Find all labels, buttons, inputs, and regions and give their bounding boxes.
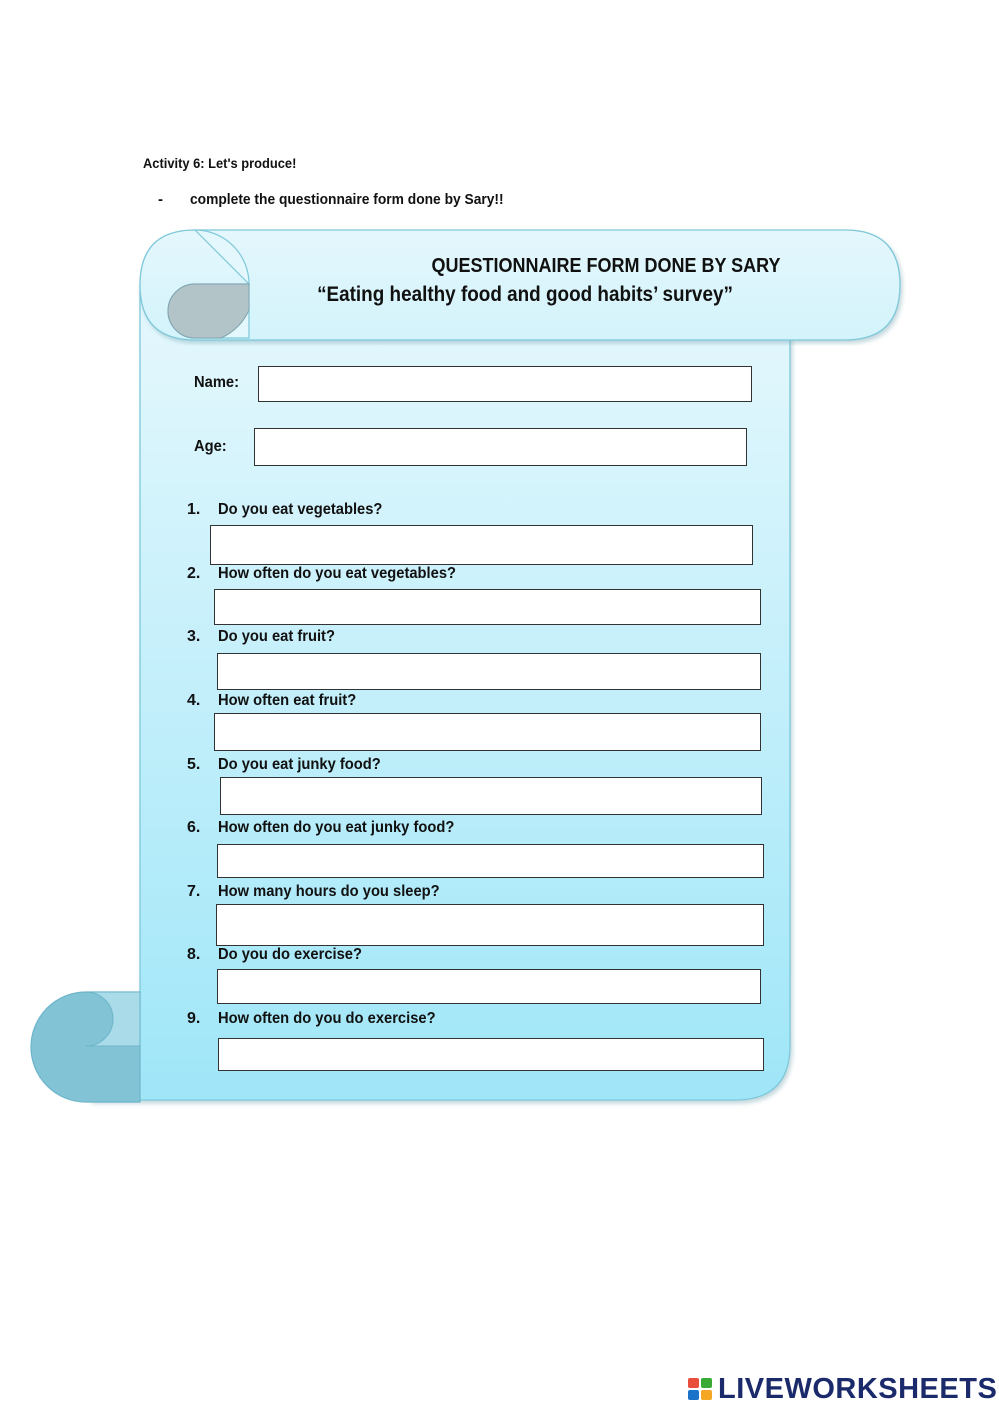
question-5-number: 5. bbox=[187, 756, 201, 773]
name-label: Name: bbox=[194, 374, 239, 391]
question-5-text: Do you eat junky food? bbox=[218, 756, 381, 773]
question-7-text: How many hours do you sleep? bbox=[218, 883, 440, 900]
instruction-bullet: - bbox=[158, 191, 163, 208]
question-6-text: How often do you eat junky food? bbox=[218, 819, 455, 836]
form-subtitle: “Eating healthy food and good habits’ survey” bbox=[317, 283, 733, 306]
question-8-answer[interactable] bbox=[217, 969, 761, 1004]
question-6-number: 6. bbox=[187, 819, 201, 836]
question-9-text: How often do you do exercise? bbox=[218, 1010, 436, 1027]
question-4-answer[interactable] bbox=[214, 713, 761, 751]
question-4-text: How often eat fruit? bbox=[218, 692, 357, 709]
question-7-number: 7. bbox=[187, 883, 201, 900]
question-3-number: 3. bbox=[187, 628, 201, 645]
age-label: Age: bbox=[194, 438, 227, 455]
question-2-text: How often do you eat vegetables? bbox=[218, 565, 457, 582]
question-5-answer[interactable] bbox=[220, 777, 762, 815]
age-input[interactable] bbox=[254, 428, 747, 466]
question-2-answer[interactable] bbox=[214, 589, 761, 625]
instruction-text: complete the questionnaire form done by Sary!! bbox=[190, 191, 504, 208]
question-7-answer[interactable] bbox=[216, 904, 764, 946]
activity-heading: Activity 6: Let's produce! bbox=[143, 155, 297, 171]
question-8-text: Do you do exercise? bbox=[218, 946, 362, 963]
form-title: QUESTIONNAIRE FORM DONE BY SARY bbox=[431, 255, 781, 277]
question-2-number: 2. bbox=[187, 565, 201, 582]
name-input[interactable] bbox=[258, 366, 752, 402]
question-1-text: Do you eat vegetables? bbox=[218, 501, 383, 518]
liveworksheets-logo-icon bbox=[688, 1378, 714, 1402]
question-9-number: 9. bbox=[187, 1010, 201, 1027]
question-1-number: 1. bbox=[187, 501, 201, 518]
question-4-number: 4. bbox=[187, 692, 201, 709]
question-3-answer[interactable] bbox=[217, 653, 761, 690]
liveworksheets-brand[interactable] bbox=[688, 1373, 997, 1406]
question-3-text: Do you eat fruit? bbox=[218, 628, 335, 645]
question-9-answer[interactable] bbox=[218, 1038, 764, 1071]
question-8-number: 8. bbox=[187, 946, 201, 963]
question-6-answer[interactable] bbox=[217, 844, 764, 878]
question-1-answer[interactable] bbox=[210, 525, 753, 565]
brand-name: LIVEWORKSHEETS bbox=[718, 1373, 998, 1405]
